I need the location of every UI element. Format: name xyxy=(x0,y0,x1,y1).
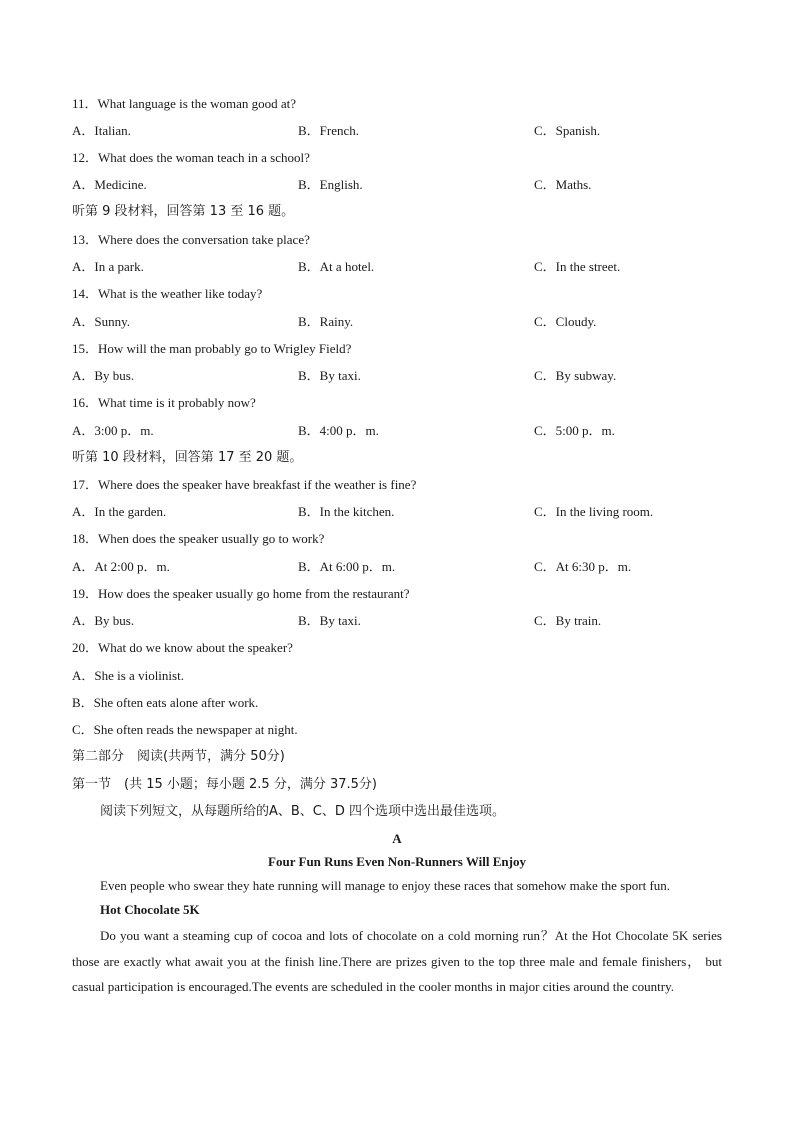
option-17-a: A．In the garden. xyxy=(72,504,167,519)
option-13-c: C．In the street. xyxy=(534,259,621,274)
question-15: 15．How will the man probably go to Wrigley Field? xyxy=(72,341,352,356)
option-19-a: A．By bus. xyxy=(72,613,135,628)
option-18-b: B．At 6:00 p．m. xyxy=(298,559,396,574)
option-11-c: C．Spanish. xyxy=(534,123,601,138)
option-14-a: A．Sunny. xyxy=(72,314,131,329)
option-14-b: B．Rainy. xyxy=(298,314,354,329)
option-16-c: C．5:00 p．m. xyxy=(534,423,615,438)
option-19-c: C．By train. xyxy=(534,613,602,628)
option-17-b: B．In the kitchen. xyxy=(298,504,395,519)
passage-letter: A xyxy=(392,831,402,846)
part2-section1: 第一节 (共 15 小题；每小题 2.5 分，满分 37.5分) xyxy=(72,777,377,792)
option-13-a: A．In a park. xyxy=(72,259,144,274)
passage-paragraph: Do you want a steaming cup of cocoa and lots of chocolate on a cold morning run？At the Hot Chocolate 5K series those are exactly what await you at the finish line.There are prizes given to the top three male and female finishers， but casual participation is encouraged.The events are scheduled in the cooler months in major cities around the country. xyxy=(72,928,722,994)
option-20-c: C．She often reads the newspaper at night. xyxy=(72,722,298,737)
section-9-header: 听第 9 段材料，回答第 13 至 16 题。 xyxy=(72,204,295,219)
option-13-b: B．At a hotel. xyxy=(298,259,375,274)
option-17-c: C．In the living room. xyxy=(534,504,654,519)
option-16-b: B．4:00 p．m. xyxy=(298,423,379,438)
question-16: 16．What time is it probably now? xyxy=(72,395,256,410)
option-20-b: B．She often eats alone after work. xyxy=(72,695,259,710)
question-20: 20．What do we know about the speaker? xyxy=(72,640,293,655)
question-17: 17．Where does the speaker have breakfast if the weather is fine? xyxy=(72,477,417,492)
option-18-c: C．At 6:30 p．m. xyxy=(534,559,632,574)
option-15-c: C．By subway. xyxy=(534,368,617,383)
part2-title: 第二部分 阅读(共两节，满分 50分) xyxy=(72,749,285,764)
passage-subheading: Hot Chocolate 5K xyxy=(100,902,200,917)
option-11-a: A．Italian. xyxy=(72,123,131,138)
option-19-b: B．By taxi. xyxy=(298,613,361,628)
option-11-b: B．French. xyxy=(298,123,360,138)
passage-intro: Even people who swear they hate running will manage to enjoy these races that somehow make the sport fun. xyxy=(100,878,671,893)
option-14-c: C．Cloudy. xyxy=(534,314,597,329)
question-14: 14．What is the weather like today? xyxy=(72,286,263,301)
option-12-a: A．Medicine. xyxy=(72,177,147,192)
question-11: 11．What language is the woman good at? xyxy=(72,96,297,111)
option-16-a: A．3:00 p．m. xyxy=(72,423,154,438)
option-15-b: B．By taxi. xyxy=(298,368,361,383)
part2-instruction: 阅读下列短文，从每题所给的A、B、C、D 四个选项中选出最佳选项。 xyxy=(100,804,506,819)
passage-title: Four Fun Runs Even Non-Runners Will Enjoy xyxy=(268,854,526,869)
question-19: 19．How does the speaker usually go home from the restaurant? xyxy=(72,586,410,601)
option-12-c: C．Maths. xyxy=(534,177,592,192)
option-15-a: A．By bus. xyxy=(72,368,135,383)
question-13: 13．Where does the conversation take place? xyxy=(72,232,310,247)
question-12: 12．What does the woman teach in a school? xyxy=(72,150,310,165)
option-20-a: A．She is a violinist. xyxy=(72,668,184,683)
option-12-b: B．English. xyxy=(298,177,363,192)
question-18: 18．When does the speaker usually go to work? xyxy=(72,531,325,546)
option-18-a: A．At 2:00 p．m. xyxy=(72,559,170,574)
section-10-header: 听第 10 段材料，回答第 17 至 20 题。 xyxy=(72,450,303,465)
